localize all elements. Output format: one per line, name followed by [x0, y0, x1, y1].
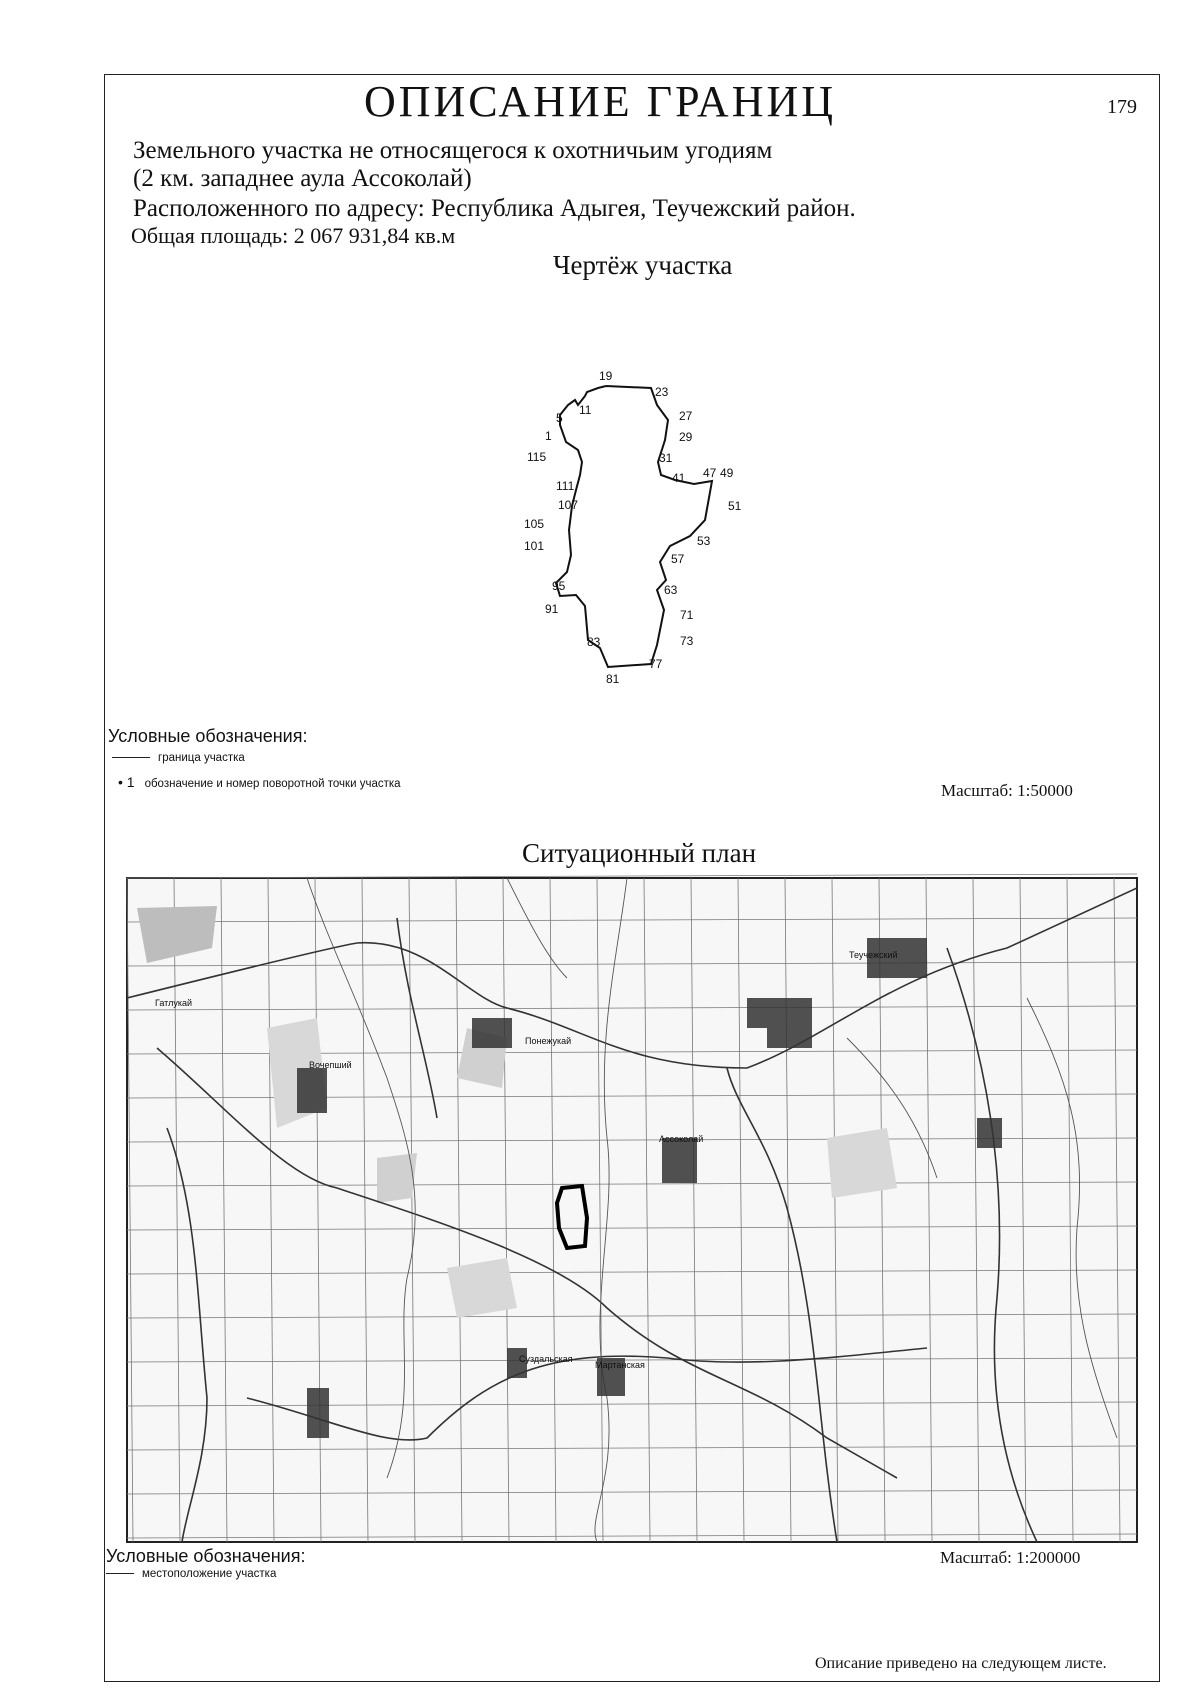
point-label-73: 73	[680, 634, 694, 648]
map-label: Теучежский	[849, 950, 898, 960]
point-label-71: 71	[680, 608, 694, 622]
point-label-107: 107	[558, 498, 579, 512]
map-label: Ассоколай	[659, 1134, 704, 1144]
point-label-105: 105	[524, 517, 545, 531]
drawing-legend-title: Условные обозначения:	[108, 726, 308, 746]
drawing-title: Чертёж участка	[553, 250, 733, 280]
point-label-77: 77	[649, 657, 663, 671]
point-label-29: 29	[679, 430, 693, 444]
location-line-icon	[106, 1573, 134, 1574]
point-label-57: 57	[671, 552, 685, 566]
point-label-27: 27	[679, 409, 693, 423]
header-line-2: (2 км. западнее аула Ассоколай)	[133, 165, 472, 192]
point-label-49: 49	[720, 466, 734, 480]
boundary-line-icon	[112, 757, 150, 758]
total-area: Общая площадь: 2 067 931,84 кв.м	[131, 223, 456, 248]
point-marker-icon: • 1	[118, 774, 135, 790]
map-label: Суздальская	[519, 1354, 573, 1364]
point-label-5: 5	[556, 411, 563, 425]
point-label-53: 53	[697, 534, 711, 548]
situation-map	[127, 878, 1137, 1542]
point-label-51: 51	[728, 499, 742, 513]
point-label-83: 83	[587, 635, 601, 649]
point-label-19: 19	[599, 369, 613, 383]
legend-location	[106, 1568, 276, 1580]
page-number: 179	[1107, 96, 1137, 118]
legend-location-label: местоположение участка	[142, 1568, 277, 1580]
map-label: Гатлукай	[155, 998, 193, 1008]
point-label-63: 63	[664, 583, 678, 597]
drawing-scale: Масштаб: 1:50000	[941, 781, 1073, 800]
legend-point-label: обозначение и номер поворотной точки участка	[144, 778, 401, 790]
point-label-23: 23	[655, 385, 669, 399]
point-label-111: 111	[556, 479, 575, 493]
point-label-81: 81	[606, 672, 620, 686]
point-label-1: 1	[545, 429, 552, 443]
point-label-31: 31	[659, 451, 673, 465]
map-scale: Масштаб: 1:200000	[940, 1548, 1081, 1567]
map-legend-title: Условные обозначения:	[106, 1546, 306, 1566]
legend-boundary-label: граница участка	[158, 752, 245, 764]
legend-boundary	[112, 752, 245, 764]
point-label-101: 101	[524, 539, 545, 553]
point-label-115: 115	[527, 450, 547, 464]
situation-plan-title: Ситуационный план	[522, 838, 757, 868]
point-label-41: 41	[672, 471, 686, 485]
header-line-3: Расположенного по адресу: Республика Адыгея, Теучежский район.	[133, 195, 856, 222]
document-title: ОПИСАНИЕ ГРАНИЦ	[363, 77, 837, 126]
point-label-95: 95	[552, 579, 566, 593]
header-line-1: Земельного участка не относящегося к охотничьим угодиям	[133, 137, 773, 164]
footer-note: Описание приведено на следующем листе.	[815, 1655, 1107, 1672]
point-label-91: 91	[545, 602, 559, 616]
map-label: Понежукай	[525, 1036, 572, 1046]
point-label-11: 11	[579, 403, 592, 417]
map-label: Мартанская	[595, 1360, 645, 1370]
map-label: Вочепший	[309, 1060, 352, 1070]
legend-point	[118, 774, 401, 790]
point-label-47: 47	[703, 466, 717, 480]
